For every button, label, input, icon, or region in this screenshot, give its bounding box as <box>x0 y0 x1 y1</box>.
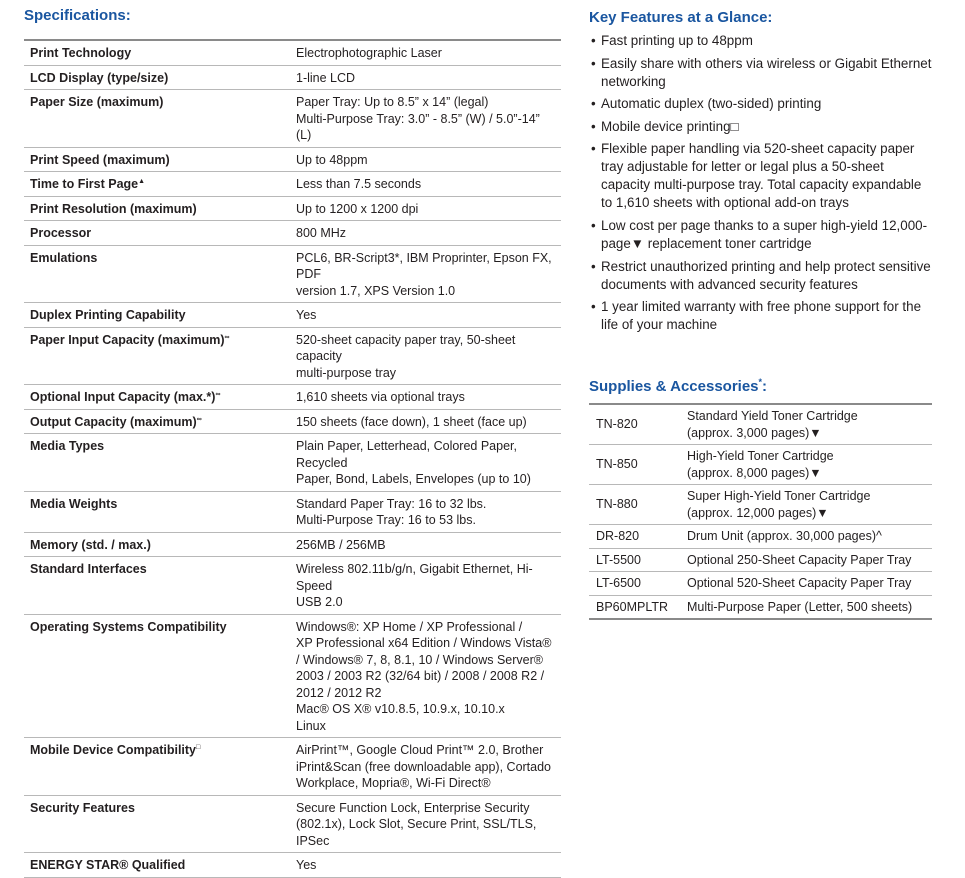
spec-label-text: Time to First Page <box>30 177 139 191</box>
supplies-title <box>589 378 767 395</box>
supply-description: Standard Yield Toner Cartridge (approx. 3,000 pages)▼ <box>687 409 858 440</box>
spec-label-text: Paper Input Capacity (maximum) <box>30 332 225 347</box>
feature-item <box>591 298 936 334</box>
spec-label <box>24 385 288 410</box>
spec-label <box>24 221 288 246</box>
spec-value: Standard Paper Tray: 16 to 32 lbs. Multi-Purpose Tray: 16 to 53 lbs. <box>296 496 487 527</box>
supplies-title-suffix: : <box>762 378 768 395</box>
feature-item <box>591 140 936 212</box>
spec-label-text: Output Capacity (maximum) <box>30 414 197 429</box>
supply-code: DR-820 <box>596 529 640 543</box>
spec-label-text: Media Weights <box>30 496 118 511</box>
spec-row <box>24 147 561 172</box>
supplies-title-mark: * <box>758 377 763 387</box>
spec-label-text: Optional Input Capacity (max.*) <box>30 390 216 404</box>
supply-description: Super High-Yield Toner Cartridge (approx. 12,000 pages)▼ <box>687 489 871 520</box>
supply-description: Optional 520-Sheet Capacity Paper Tray <box>687 576 912 590</box>
supply-code: LT-6500 <box>596 576 641 590</box>
bullet-icon: • <box>591 141 596 157</box>
spec-value: Electrophotographic Laser <box>296 46 442 60</box>
spec-row <box>24 409 561 434</box>
supply-code: LT-5500 <box>596 552 641 567</box>
bullet-icon: • <box>591 55 596 71</box>
spec-label-text: Print Speed (maximum) <box>30 152 170 167</box>
spec-label <box>24 614 288 738</box>
spec-row <box>24 303 561 328</box>
feature-text: Restrict unauthorized printing and help protect sensitive documents with advanced security features <box>601 258 931 292</box>
supplies-table <box>589 403 932 620</box>
spec-label <box>24 853 288 878</box>
spec-label <box>24 172 288 197</box>
spec-row <box>24 614 561 738</box>
supply-code: BP60MPLTR <box>596 599 669 614</box>
spec-label-text: Processor <box>30 226 92 240</box>
feature-text: 1 year limited warranty with free phone support for the life of your machine <box>601 299 922 333</box>
spec-label <box>24 795 288 853</box>
spec-row <box>24 221 561 246</box>
spec-row <box>24 90 561 148</box>
supply-code: TN-880 <box>596 497 638 512</box>
supply-description: Optional 250-Sheet Capacity Paper Tray <box>687 552 912 567</box>
spec-label-text: Media Types <box>30 439 105 453</box>
feature-item <box>591 217 936 253</box>
spec-label-text: Paper Size (maximum) <box>30 95 164 109</box>
spec-row <box>24 196 561 221</box>
bullet-icon: • <box>591 299 596 315</box>
feature-item <box>591 32 936 50</box>
spec-label-text: ENERGY STAR® Qualified <box>30 858 186 872</box>
supply-row <box>589 445 932 485</box>
feature-text: Flexible paper handling via 520-sheet capacity paper tray adjustable for letter or legal plus a 50-sheet capacity multi-purpose tray. Total capacity expandable to 1,610 sheets with optional add-on trays <box>601 141 922 211</box>
feature-text: Easily share with others via wireless or Gigabit Ethernet networking <box>601 55 932 89</box>
spec-label <box>24 434 288 492</box>
supply-row <box>589 548 932 572</box>
spec-label <box>24 196 288 221</box>
spec-value: Up to 48ppm <box>296 152 368 167</box>
spec-label-text: Memory (std. / max.) <box>30 537 151 552</box>
feature-item <box>591 118 936 136</box>
feature-text: Mobile device printing□ <box>601 118 739 134</box>
spec-row <box>24 532 561 557</box>
spec-row <box>24 385 561 410</box>
bullet-icon: • <box>591 33 596 48</box>
spec-row <box>24 65 561 90</box>
bullet-icon: • <box>591 118 596 134</box>
spec-value: 1-line LCD <box>296 70 356 85</box>
spec-value: PCL6, BR-Script3*, IBM Proprinter, Epson FX, PDF version 1.7, XPS Version 1.0 <box>296 250 552 298</box>
spec-row <box>24 853 561 878</box>
spec-label <box>24 65 288 90</box>
spec-label <box>24 557 288 615</box>
spec-label-text: Mobile Device Compatibility <box>30 743 197 757</box>
feature-item <box>591 95 936 113</box>
spec-value: Secure Function Lock, Enterprise Security (802.1x), Lock Slot, Secure Print, SSL/TLS, IPSec <box>296 800 537 848</box>
spec-label-mark: □ <box>196 743 201 751</box>
spec-value: AirPrint™, Google Cloud Print™ 2.0, Brother iPrint&Scan (free downloadable app), Cortado Workplace, Mopria®, Wi-Fi Direct® <box>296 743 552 790</box>
spec-label <box>24 738 288 796</box>
key-features-title: Key Features at a Glance: <box>589 9 773 26</box>
spec-value: Up to 1200 x 1200 dpi <box>296 201 419 216</box>
spec-label-mark: ∞ <box>224 333 230 341</box>
spec-row <box>24 795 561 853</box>
spec-value: Yes <box>296 858 317 872</box>
supply-row <box>589 404 932 445</box>
bullet-icon: • <box>591 258 596 274</box>
supply-row <box>589 525 932 549</box>
spec-value: 520-sheet capacity paper tray, 50-sheet capacity multi-purpose tray <box>296 332 516 380</box>
spec-label <box>24 245 288 303</box>
spec-label-text: Print Resolution (maximum) <box>30 201 197 216</box>
spec-label <box>24 327 288 385</box>
supply-description: Multi-Purpose Paper (Letter, 500 sheets) <box>687 599 913 614</box>
key-features-list <box>591 32 936 339</box>
spec-label <box>24 303 288 328</box>
spec-label-text: Security Features <box>30 800 135 815</box>
supply-row <box>589 572 932 596</box>
spec-label-text: Operating Systems Compatibility <box>30 619 227 634</box>
spec-row <box>24 434 561 492</box>
spec-row <box>24 40 561 65</box>
spec-row <box>24 491 561 532</box>
spec-value: Yes <box>296 308 317 322</box>
spec-label <box>24 491 288 532</box>
spec-value: Windows®: XP Home / XP Professional / XP Professional x64 Edition / Windows Vista® / Windows® 7, 8, 8.1, 10 / Windows Server® 2003 / 2003 R2 (32/64 bit) / 2008 / 2008 R2 / 2012 / 2012 R2 Mac® OS X® v10.8.5, 10.9.x, 10.10.x Linux <box>296 619 552 733</box>
spec-row <box>24 327 561 385</box>
specifications-table <box>24 39 561 878</box>
feature-text: Automatic duplex (two-sided) printing <box>601 96 822 112</box>
supply-description: High-Yield Toner Cartridge (approx. 8,000 pages)▼ <box>687 449 834 480</box>
supply-row <box>589 595 932 619</box>
spec-label <box>24 532 288 557</box>
supply-code: TN-850 <box>596 457 638 472</box>
spec-label <box>24 40 288 65</box>
spec-row <box>24 738 561 796</box>
bullet-icon: • <box>591 217 596 233</box>
supplies-title-text: Supplies & Accessories <box>589 378 759 395</box>
spec-label-mark: ▲ <box>138 177 146 185</box>
supply-description: Drum Unit (approx. 30,000 pages)^ <box>687 529 882 543</box>
spec-label-text: Emulations <box>30 250 98 265</box>
spec-value: Less than 7.5 seconds <box>296 177 422 191</box>
feature-text: Fast printing up to 48ppm <box>601 33 753 48</box>
supply-row <box>589 485 932 525</box>
spec-value: Wireless 802.11b/g/n, Gigabit Ethernet, Hi-Speed USB 2.0 <box>296 562 533 609</box>
spec-value: Paper Tray: Up to 8.5” x 14” (legal) Multi-Purpose Tray: 3.0” - 8.5” (W) / 5.0”-14” (L) <box>296 95 540 142</box>
spec-value: Plain Paper, Letterhead, Colored Paper, Recycled Paper, Bond, Labels, Envelopes (up to 10) <box>296 439 531 486</box>
feature-text: Low cost per page thanks to a super high-yield 12,000-page▼ replacement toner cartridge <box>601 217 928 251</box>
spec-label-text: Duplex Printing Capability <box>30 308 186 322</box>
spec-label-text: LCD Display (type/size) <box>30 70 169 85</box>
specifications-title: Specifications: <box>24 7 131 24</box>
spec-label-mark: ∞ <box>196 415 202 423</box>
spec-value: 800 MHz <box>296 226 347 240</box>
spec-label <box>24 147 288 172</box>
feature-item <box>591 55 936 91</box>
spec-value: 1,610 sheets via optional trays <box>296 390 465 404</box>
feature-item <box>591 258 936 294</box>
bullet-icon: • <box>591 96 596 112</box>
spec-label <box>24 90 288 148</box>
spec-label-text: Standard Interfaces <box>30 562 147 576</box>
spec-label-text: Print Technology <box>30 46 132 60</box>
spec-value: 150 sheets (face down), 1 sheet (face up) <box>296 414 527 429</box>
spec-row <box>24 245 561 303</box>
spec-row <box>24 172 561 197</box>
spec-label-mark: ∞ <box>215 390 221 398</box>
spec-label <box>24 409 288 434</box>
supply-code: TN-820 <box>596 417 638 432</box>
spec-row <box>24 557 561 615</box>
spec-value: 256MB / 256MB <box>296 537 386 552</box>
